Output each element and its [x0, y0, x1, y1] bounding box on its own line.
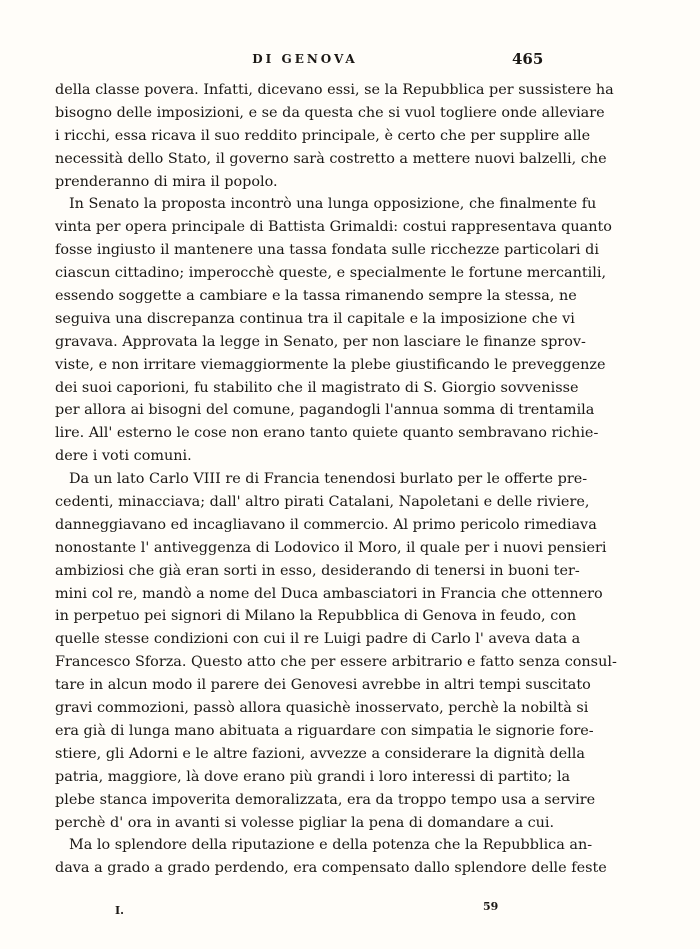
- text-line: dere i voti comuni.: [55, 448, 192, 465]
- text-line: dava a grado a grado perdendo, era compensato dallo splendore delle feste: [55, 860, 607, 877]
- text-line: dei suoi caporioni, fu stabilito che il magistrato di S. Giorgio sovvenisse: [55, 379, 579, 396]
- running-head: [0, 50, 700, 70]
- text-line: fosse ingiusto il mantenere una tassa fondata sulle ricchezze particolari di: [55, 242, 599, 259]
- page-footer: [0, 900, 700, 920]
- text-line: ciascun cittadino; imperocchè queste, e specialmente le fortune mercantili,: [55, 265, 607, 282]
- text-line: ambiziosi che già eran sorti in esso, desiderando di tenersi in buoni ter-: [55, 562, 580, 579]
- text-line: perchè d' ora in avanti si volesse pigliar la pena di domandare a cui.: [55, 814, 555, 831]
- text-line: Francesco Sforza. Questo atto che per essere arbitrario e fatto senza consul-: [55, 654, 617, 671]
- signature-mark: I.: [115, 904, 124, 917]
- text-line: gravi commozioni, passò allora quasichè inosservato, perchè la nobiltà si: [55, 700, 589, 717]
- text-line: gravava. Approvata la legge in Senato, per non lasciare le finanze sprov-: [55, 333, 586, 350]
- text-line: danneggiavano ed incagliavano il commercio. Al primo pericolo rimediava: [55, 516, 597, 533]
- body-text: [55, 79, 617, 880]
- text-line: Ma lo splendore della riputazione e della potenza che la Repubblica an-: [69, 837, 593, 854]
- text-line: tare in alcun modo il parere dei Genovesi avrebbe in altri tempi suscitato: [55, 677, 591, 694]
- text-line: viste, e non irritare viemaggiormente la plebe giustificando le preveggenze: [55, 356, 606, 373]
- text-line: necessità dello Stato, il governo sarà costretto a mettere nuovi balzelli, che: [55, 150, 607, 167]
- text-line: quelle stesse condizioni con cui il re Luigi padre di Carlo l' aveva data a: [55, 631, 581, 648]
- text-line: mini col re, mandò a nome del Duca ambasciatori in Francia che ottennero: [55, 585, 603, 602]
- text-line: vinta per opera principale di Battista Grimaldi: costui rappresentava quanto: [55, 219, 612, 236]
- text-line: nonostante l' antiveggenza di Lodovico il Moro, il quale per i nuovi pensieri: [55, 539, 607, 556]
- text-line: seguiva una discrepanza continua tra il capitale e la imposizione che vi: [55, 310, 575, 327]
- text-line: prenderanno di mira il popolo.: [55, 173, 278, 190]
- paragraph: [55, 834, 607, 880]
- text-line: Da un lato Carlo VIII re di Francia tenendosi burlato per le offerte pre-: [69, 471, 588, 488]
- text-line: i ricchi, essa ricava il suo reddito principale, è certo che per supplire alle: [55, 127, 591, 144]
- text-line: plebe stanca impoverita demoralizzata, era da troppo tempo usa a servire: [55, 791, 596, 808]
- text-line: patria, maggiore, là dove erano più grandi i loro interessi di partito; la: [55, 768, 571, 785]
- gathering-mark: 59: [483, 900, 499, 913]
- text-line: stiere, gli Adorni e le altre fazioni, avvezze a considerare la dignità della: [55, 745, 585, 762]
- text-line: era già di lunga mano abituata a riguardare con simpatia le signorie fore-: [55, 722, 594, 739]
- text-line: essendo soggette a cambiare e la tassa rimanendo sempre la stessa, ne: [55, 288, 577, 305]
- text-line: per allora ai bisogni del comune, pagandogli l'annua somma di trentamila: [55, 402, 595, 419]
- text-line: della classe povera. Infatti, dicevano essi, se la Repubblica per sussistere ha: [55, 82, 614, 98]
- page-number: 465: [512, 50, 544, 68]
- paragraph: [55, 193, 612, 468]
- paragraph: [55, 468, 617, 834]
- text-line: In Senato la proposta incontrò una lunga opposizione, che finalmente fu: [69, 196, 597, 213]
- text-line: cedenti, minacciava; dall' altro pirati Catalani, Napoletani e delle riviere,: [55, 494, 590, 511]
- text-line: in perpetuo pei signori di Milano la Repubblica di Genova in feudo, con: [55, 608, 577, 625]
- text-line: lire. All' esterno le cose non erano tanto quiete quanto sembravano richie-: [55, 425, 599, 442]
- running-title: DI GENOVA: [252, 52, 358, 66]
- paragraph: [55, 79, 614, 193]
- text-line: bisogno delle imposizioni, e se da questa che si vuol togliere onde alleviare: [55, 104, 605, 121]
